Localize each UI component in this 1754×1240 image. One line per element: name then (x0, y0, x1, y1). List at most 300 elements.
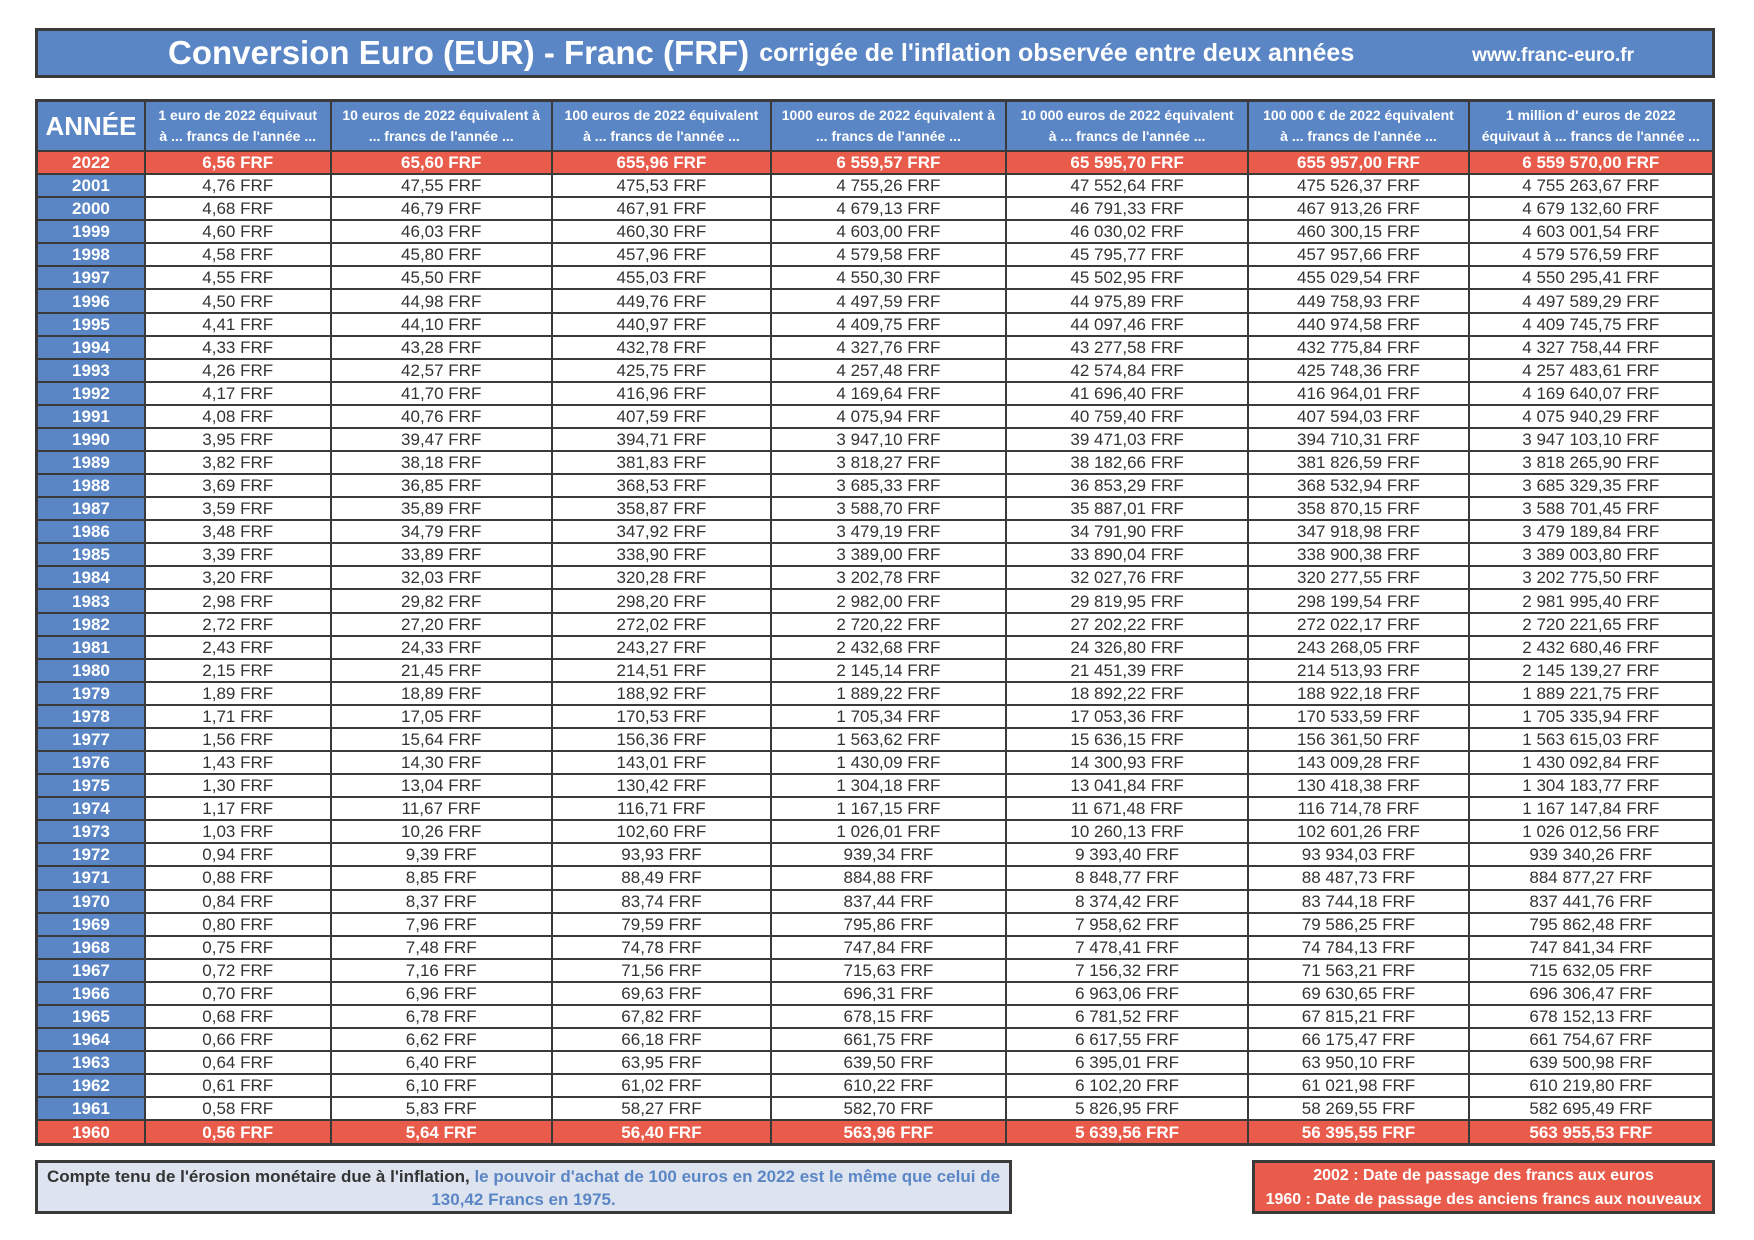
value-cell: 696 306,47 FRF (1469, 982, 1714, 1005)
value-cell: 582 695,49 FRF (1469, 1097, 1714, 1120)
value-cell: 18,89 FRF (331, 682, 552, 705)
table-row (37, 1074, 1714, 1097)
value-cell: 715,63 FRF (771, 959, 1006, 982)
table-row (37, 1028, 1714, 1051)
year-cell: 1976 (37, 751, 145, 774)
value-cell: 7 958,62 FRF (1006, 913, 1249, 936)
table-row (37, 197, 1714, 220)
year-cell: 1992 (37, 382, 145, 405)
header-line: ... francs de l'année ... (368, 128, 514, 144)
value-cell: 639 500,98 FRF (1469, 1051, 1714, 1074)
value-cell: 32,03 FRF (331, 566, 552, 589)
value-cell: 2 145,14 FRF (771, 659, 1006, 682)
value-cell: 394 710,31 FRF (1248, 428, 1468, 451)
value-cell: 47 552,64 FRF (1006, 174, 1249, 197)
value-cell: 61 021,98 FRF (1248, 1074, 1468, 1097)
value-cell: 56,40 FRF (552, 1120, 771, 1144)
value-cell: 795,86 FRF (771, 913, 1006, 936)
value-cell: 46,79 FRF (331, 197, 552, 220)
value-cell: 467,91 FRF (552, 197, 771, 220)
value-cell: 71,56 FRF (552, 959, 771, 982)
value-cell: 381 826,59 FRF (1248, 451, 1468, 474)
year-cell: 1996 (37, 289, 145, 312)
header-line: à ... francs de l'année ... (583, 128, 740, 144)
value-cell: 2,72 FRF (145, 613, 331, 636)
value-cell: 130 418,38 FRF (1248, 774, 1468, 797)
value-cell: 440,97 FRF (552, 313, 771, 336)
year-cell: 1993 (37, 359, 145, 382)
value-cell: 69,63 FRF (552, 982, 771, 1005)
value-cell: 6,40 FRF (331, 1051, 552, 1074)
value-cell: 2 145 139,27 FRF (1469, 659, 1714, 682)
year-cell: 1969 (37, 913, 145, 936)
value-cell: 3 479,19 FRF (771, 520, 1006, 543)
value-cell: 88 487,73 FRF (1248, 866, 1468, 889)
year-cell: 1995 (37, 313, 145, 336)
year-cell: 1989 (37, 451, 145, 474)
value-cell: 14,30 FRF (331, 751, 552, 774)
value-cell: 1,43 FRF (145, 751, 331, 774)
value-cell: 4,08 FRF (145, 405, 331, 428)
table-row (37, 243, 1714, 266)
value-cell: 5,64 FRF (331, 1120, 552, 1144)
value-cell: 432,78 FRF (552, 336, 771, 359)
value-cell: 4 550 295,41 FRF (1469, 266, 1714, 289)
table-row (37, 382, 1714, 405)
value-cell: 43 277,58 FRF (1006, 336, 1249, 359)
value-cell: 45 502,95 FRF (1006, 266, 1249, 289)
value-cell: 4 075,94 FRF (771, 405, 1006, 428)
value-cell: 0,64 FRF (145, 1051, 331, 1074)
value-cell: 188 922,18 FRF (1248, 682, 1468, 705)
value-cell: 2 720 221,65 FRF (1469, 613, 1714, 636)
value-cell: 10 260,13 FRF (1006, 820, 1249, 843)
value-cell: 347 918,98 FRF (1248, 520, 1468, 543)
value-cell: 563 955,53 FRF (1469, 1120, 1714, 1144)
header-line: 10 euros de 2022 équivalent à (342, 107, 541, 123)
value-cell: 338,90 FRF (552, 543, 771, 566)
table-row (37, 497, 1714, 520)
value-cell: 44,98 FRF (331, 289, 552, 312)
value-cell: 14 300,93 FRF (1006, 751, 1249, 774)
value-cell: 3 202,78 FRF (771, 566, 1006, 589)
table-row (37, 451, 1714, 474)
value-cell: 32 027,76 FRF (1006, 566, 1249, 589)
title-bar (35, 28, 1715, 78)
value-cell: 4 327 758,44 FRF (1469, 336, 1714, 359)
value-cell: 67,82 FRF (552, 1005, 771, 1028)
value-cell: 46 030,02 FRF (1006, 220, 1249, 243)
header-line: ... francs de l'année ... (815, 128, 961, 144)
year-cell: 1962 (37, 1074, 145, 1097)
value-cell: 3,69 FRF (145, 474, 331, 497)
value-cell: 837 441,76 FRF (1469, 890, 1714, 913)
value-cell: 4,76 FRF (145, 174, 331, 197)
value-cell: 2 432,68 FRF (771, 636, 1006, 659)
value-cell: 9,39 FRF (331, 843, 552, 866)
value-cell: 58 269,55 FRF (1248, 1097, 1468, 1120)
value-cell: 11 671,48 FRF (1006, 797, 1249, 820)
value-cell: 4,26 FRF (145, 359, 331, 382)
value-cell: 1,89 FRF (145, 682, 331, 705)
table-header-row (37, 101, 1714, 152)
value-cell: 449 758,93 FRF (1248, 289, 1468, 312)
value-cell: 1 304 183,77 FRF (1469, 774, 1714, 797)
value-cell: 407,59 FRF (552, 405, 771, 428)
value-cell: 0,61 FRF (145, 1074, 331, 1097)
value-cell: 715 632,05 FRF (1469, 959, 1714, 982)
value-cell: 6,56 FRF (145, 151, 331, 174)
value-cell: 3 947,10 FRF (771, 428, 1006, 451)
value-cell: 130,42 FRF (552, 774, 771, 797)
value-cell: 884 877,27 FRF (1469, 866, 1714, 889)
table-row (37, 405, 1714, 428)
value-cell: 4 550,30 FRF (771, 266, 1006, 289)
value-cell: 661,75 FRF (771, 1028, 1006, 1051)
value-cell: 8,85 FRF (331, 866, 552, 889)
table-row (37, 982, 1714, 1005)
value-cell: 1,30 FRF (145, 774, 331, 797)
value-cell: 358 870,15 FRF (1248, 497, 1468, 520)
table-row (37, 682, 1714, 705)
value-cell: 2 981 995,40 FRF (1469, 589, 1714, 612)
year-cell: 1982 (37, 613, 145, 636)
value-cell: 884,88 FRF (771, 866, 1006, 889)
value-cell: 88,49 FRF (552, 866, 771, 889)
value-cell: 3,59 FRF (145, 497, 331, 520)
value-cell: 40,76 FRF (331, 405, 552, 428)
value-cell: 170 533,59 FRF (1248, 705, 1468, 728)
value-cell: 4 169,64 FRF (771, 382, 1006, 405)
value-cell: 45,50 FRF (331, 266, 552, 289)
value-cell: 457 957,66 FRF (1248, 243, 1468, 266)
website-link[interactable]: www.franc-euro.fr (1472, 45, 1634, 66)
value-cell: 4,55 FRF (145, 266, 331, 289)
value-cell: 7,16 FRF (331, 959, 552, 982)
value-cell: 3,82 FRF (145, 451, 331, 474)
value-cell: 655,96 FRF (552, 151, 771, 174)
value-cell: 394,71 FRF (552, 428, 771, 451)
value-cell: 4,60 FRF (145, 220, 331, 243)
value-cell: 33,89 FRF (331, 543, 552, 566)
value-cell: 4 497 589,29 FRF (1469, 289, 1714, 312)
value-cell: 4 579 576,59 FRF (1469, 243, 1714, 266)
header-line: 100 000 € de 2022 équivalent (1263, 107, 1454, 123)
value-cell: 939,34 FRF (771, 843, 1006, 866)
value-cell: 655 957,00 FRF (1248, 151, 1468, 174)
value-cell: 425 748,36 FRF (1248, 359, 1468, 382)
value-cell: 243 268,05 FRF (1248, 636, 1468, 659)
value-cell: 56 395,55 FRF (1248, 1120, 1468, 1144)
value-cell: 1,17 FRF (145, 797, 331, 820)
value-cell: 467 913,26 FRF (1248, 197, 1468, 220)
value-cell: 639,50 FRF (771, 1051, 1006, 1074)
year-cell: 1998 (37, 243, 145, 266)
value-cell: 747 841,34 FRF (1469, 936, 1714, 959)
value-cell: 116 714,78 FRF (1248, 797, 1468, 820)
value-cell: 2 982,00 FRF (771, 589, 1006, 612)
value-cell: 407 594,03 FRF (1248, 405, 1468, 428)
value-cell: 1 889 221,75 FRF (1469, 682, 1714, 705)
value-cell: 17 053,36 FRF (1006, 705, 1249, 728)
value-cell: 4 755 263,67 FRF (1469, 174, 1714, 197)
value-cell: 460 300,15 FRF (1248, 220, 1468, 243)
value-cell: 6,10 FRF (331, 1074, 552, 1097)
value-cell: 170,53 FRF (552, 705, 771, 728)
value-cell: 320,28 FRF (552, 566, 771, 589)
value-cell: 2,98 FRF (145, 589, 331, 612)
table-row (37, 151, 1714, 174)
year-cell: 1988 (37, 474, 145, 497)
value-cell: 0,84 FRF (145, 890, 331, 913)
value-cell: 0,80 FRF (145, 913, 331, 936)
value-cell: 45,80 FRF (331, 243, 552, 266)
header-line: à ... francs de l'année ... (159, 128, 317, 144)
value-cell: 610,22 FRF (771, 1074, 1006, 1097)
year-cell: 1985 (37, 543, 145, 566)
header-line: à ... francs de l'année ... (1048, 128, 1206, 144)
value-cell: 272 022,17 FRF (1248, 613, 1468, 636)
value-cell: 46,03 FRF (331, 220, 552, 243)
value-cell: 6,96 FRF (331, 982, 552, 1005)
year-cell: 1961 (37, 1097, 145, 1120)
value-cell: 66,18 FRF (552, 1028, 771, 1051)
value-cell: 3,39 FRF (145, 543, 331, 566)
table-row (37, 174, 1714, 197)
value-cell: 1 705,34 FRF (771, 705, 1006, 728)
value-cell: 214 513,93 FRF (1248, 659, 1468, 682)
value-cell: 35 887,01 FRF (1006, 497, 1249, 520)
value-cell: 678,15 FRF (771, 1005, 1006, 1028)
value-cell: 6 559 570,00 FRF (1469, 151, 1714, 174)
value-cell: 3 818 265,90 FRF (1469, 451, 1714, 474)
value-cell: 156,36 FRF (552, 728, 771, 751)
year-cell: 1960 (37, 1120, 145, 1144)
value-cell: 0,88 FRF (145, 866, 331, 889)
value-cell: 678 152,13 FRF (1469, 1005, 1714, 1028)
value-cell: 4 409 745,75 FRF (1469, 313, 1714, 336)
table-row (37, 866, 1714, 889)
value-cell: 45 795,77 FRF (1006, 243, 1249, 266)
value-cell: 38,18 FRF (331, 451, 552, 474)
value-cell: 2 720,22 FRF (771, 613, 1006, 636)
year-cell: 1968 (37, 936, 145, 959)
value-cell: 27,20 FRF (331, 613, 552, 636)
header-line: 1 euro de 2022 équivaut (158, 107, 318, 123)
value-cell: 320 277,55 FRF (1248, 566, 1468, 589)
value-cell: 5,83 FRF (331, 1097, 552, 1120)
table-row (37, 659, 1714, 682)
value-cell: 610 219,80 FRF (1469, 1074, 1714, 1097)
value-cell: 3 202 775,50 FRF (1469, 566, 1714, 589)
value-cell: 102,60 FRF (552, 820, 771, 843)
value-cell: 0,94 FRF (145, 843, 331, 866)
value-cell: 24 326,80 FRF (1006, 636, 1249, 659)
value-cell: 6,62 FRF (331, 1028, 552, 1051)
value-cell: 440 974,58 FRF (1248, 313, 1468, 336)
value-cell: 1 026 012,56 FRF (1469, 820, 1714, 843)
table-row (37, 1120, 1714, 1144)
value-cell: 46 791,33 FRF (1006, 197, 1249, 220)
value-cell: 33 890,04 FRF (1006, 543, 1249, 566)
year-cell: 1981 (37, 636, 145, 659)
value-cell: 0,66 FRF (145, 1028, 331, 1051)
column-header-5 (1006, 101, 1249, 152)
value-cell: 7 478,41 FRF (1006, 936, 1249, 959)
value-cell: 338 900,38 FRF (1248, 543, 1468, 566)
value-cell: 4 579,58 FRF (771, 243, 1006, 266)
value-cell: 0,70 FRF (145, 982, 331, 1005)
year-cell: 1970 (37, 890, 145, 913)
table-row (37, 959, 1714, 982)
value-cell: 63,95 FRF (552, 1051, 771, 1074)
value-cell: 4 169 640,07 FRF (1469, 382, 1714, 405)
value-cell: 6 102,20 FRF (1006, 1074, 1249, 1097)
value-cell: 1 167 147,84 FRF (1469, 797, 1714, 820)
value-cell: 42,57 FRF (331, 359, 552, 382)
value-cell: 4 497,59 FRF (771, 289, 1006, 312)
value-cell: 1,71 FRF (145, 705, 331, 728)
table-row (37, 289, 1714, 312)
value-cell: 18 892,22 FRF (1006, 682, 1249, 705)
note-text-dark: Compte tenu de l'érosion monétaire due à l'inflation, (46, 1167, 470, 1186)
value-cell: 79 586,25 FRF (1248, 913, 1468, 936)
value-cell: 416 964,01 FRF (1248, 382, 1468, 405)
value-cell: 243,27 FRF (552, 636, 771, 659)
value-cell: 3,48 FRF (145, 520, 331, 543)
value-cell: 3 389 003,80 FRF (1469, 543, 1714, 566)
column-header-year (37, 101, 145, 152)
value-cell: 63 950,10 FRF (1248, 1051, 1468, 1074)
table-row (37, 359, 1714, 382)
value-cell: 696,31 FRF (771, 982, 1006, 1005)
table-row (37, 336, 1714, 359)
year-cell: 1974 (37, 797, 145, 820)
value-cell: 563,96 FRF (771, 1120, 1006, 1144)
value-cell: 1 705 335,94 FRF (1469, 705, 1714, 728)
column-header-7 (1469, 101, 1714, 152)
value-cell: 65,60 FRF (331, 151, 552, 174)
purchasing-power-note (35, 1160, 1012, 1214)
value-cell: 43,28 FRF (331, 336, 552, 359)
value-cell: 1 167,15 FRF (771, 797, 1006, 820)
value-cell: 3 479 189,84 FRF (1469, 520, 1714, 543)
value-cell: 1 304,18 FRF (771, 774, 1006, 797)
year-cell: 1975 (37, 774, 145, 797)
table-row (37, 428, 1714, 451)
header-line: 100 euros de 2022 équivalent (564, 107, 759, 123)
year-cell: 1991 (37, 405, 145, 428)
value-cell: 36 853,29 FRF (1006, 474, 1249, 497)
value-cell: 2 432 680,46 FRF (1469, 636, 1714, 659)
value-cell: 272,02 FRF (552, 613, 771, 636)
value-cell: 449,76 FRF (552, 289, 771, 312)
value-cell: 460,30 FRF (552, 220, 771, 243)
value-cell: 5 639,56 FRF (1006, 1120, 1249, 1144)
value-cell: 7 156,32 FRF (1006, 959, 1249, 982)
year-cell: 1972 (37, 843, 145, 866)
note-text-highlight: le pouvoir d'achat de 100 euros en 2022 est le même que celui de 130,42 Francs en 1975. (431, 1167, 1001, 1209)
value-cell: 66 175,47 FRF (1248, 1028, 1468, 1051)
table-row (37, 774, 1714, 797)
value-cell: 0,56 FRF (145, 1120, 331, 1144)
value-cell: 455 029,54 FRF (1248, 266, 1468, 289)
value-cell: 24,33 FRF (331, 636, 552, 659)
value-cell: 475 526,37 FRF (1248, 174, 1468, 197)
value-cell: 39,47 FRF (331, 428, 552, 451)
value-cell: 21 451,39 FRF (1006, 659, 1249, 682)
table-row (37, 843, 1714, 866)
value-cell: 17,05 FRF (331, 705, 552, 728)
value-cell: 8 374,42 FRF (1006, 890, 1249, 913)
year-cell: 1979 (37, 682, 145, 705)
value-cell: 1 430 092,84 FRF (1469, 751, 1714, 774)
value-cell: 795 862,48 FRF (1469, 913, 1714, 936)
value-cell: 34,79 FRF (331, 520, 552, 543)
value-cell: 65 595,70 FRF (1006, 151, 1249, 174)
value-cell: 61,02 FRF (552, 1074, 771, 1097)
year-cell: 1966 (37, 982, 145, 1005)
value-cell: 4,68 FRF (145, 197, 331, 220)
year-cell: 1986 (37, 520, 145, 543)
value-cell: 4,17 FRF (145, 382, 331, 405)
value-cell: 298,20 FRF (552, 589, 771, 612)
year-cell: 1990 (37, 428, 145, 451)
year-cell: 1983 (37, 589, 145, 612)
legend-line-1960: 1960 : Date de passage des anciens francs aux nouveaux (1265, 1191, 1702, 1208)
value-cell: 1 430,09 FRF (771, 751, 1006, 774)
value-cell: 116,71 FRF (552, 797, 771, 820)
table-row (37, 636, 1714, 659)
value-cell: 1 563 615,03 FRF (1469, 728, 1714, 751)
value-cell: 13,04 FRF (331, 774, 552, 797)
value-cell: 21,45 FRF (331, 659, 552, 682)
year-cell: 1977 (37, 728, 145, 751)
table-row (37, 589, 1714, 612)
value-cell: 4 409,75 FRF (771, 313, 1006, 336)
value-cell: 143 009,28 FRF (1248, 751, 1468, 774)
value-cell: 1 889,22 FRF (771, 682, 1006, 705)
year-cell: 1964 (37, 1028, 145, 1051)
page-title: Conversion Euro (EUR) - Franc (FRF) (168, 34, 750, 71)
value-cell: 0,75 FRF (145, 936, 331, 959)
value-cell: 3 588 701,45 FRF (1469, 497, 1714, 520)
value-cell: 1,56 FRF (145, 728, 331, 751)
value-cell: 0,58 FRF (145, 1097, 331, 1120)
value-cell: 8,37 FRF (331, 890, 552, 913)
value-cell: 44 975,89 FRF (1006, 289, 1249, 312)
value-cell: 4 755,26 FRF (771, 174, 1006, 197)
value-cell: 4 679,13 FRF (771, 197, 1006, 220)
value-cell: 582,70 FRF (771, 1097, 1006, 1120)
column-header-2 (331, 101, 552, 152)
value-cell: 3 685,33 FRF (771, 474, 1006, 497)
value-cell: 35,89 FRF (331, 497, 552, 520)
value-cell: 4,50 FRF (145, 289, 331, 312)
value-cell: 4,33 FRF (145, 336, 331, 359)
year-cell: 2000 (37, 197, 145, 220)
value-cell: 44,10 FRF (331, 313, 552, 336)
year-cell: 2022 (37, 151, 145, 174)
value-cell: 79,59 FRF (552, 913, 771, 936)
year-cell: 1973 (37, 820, 145, 843)
value-cell: 1 026,01 FRF (771, 820, 1006, 843)
value-cell: 0,72 FRF (145, 959, 331, 982)
year-cell: 1978 (37, 705, 145, 728)
table-row (37, 936, 1714, 959)
value-cell: 15,64 FRF (331, 728, 552, 751)
value-cell: 3,20 FRF (145, 566, 331, 589)
